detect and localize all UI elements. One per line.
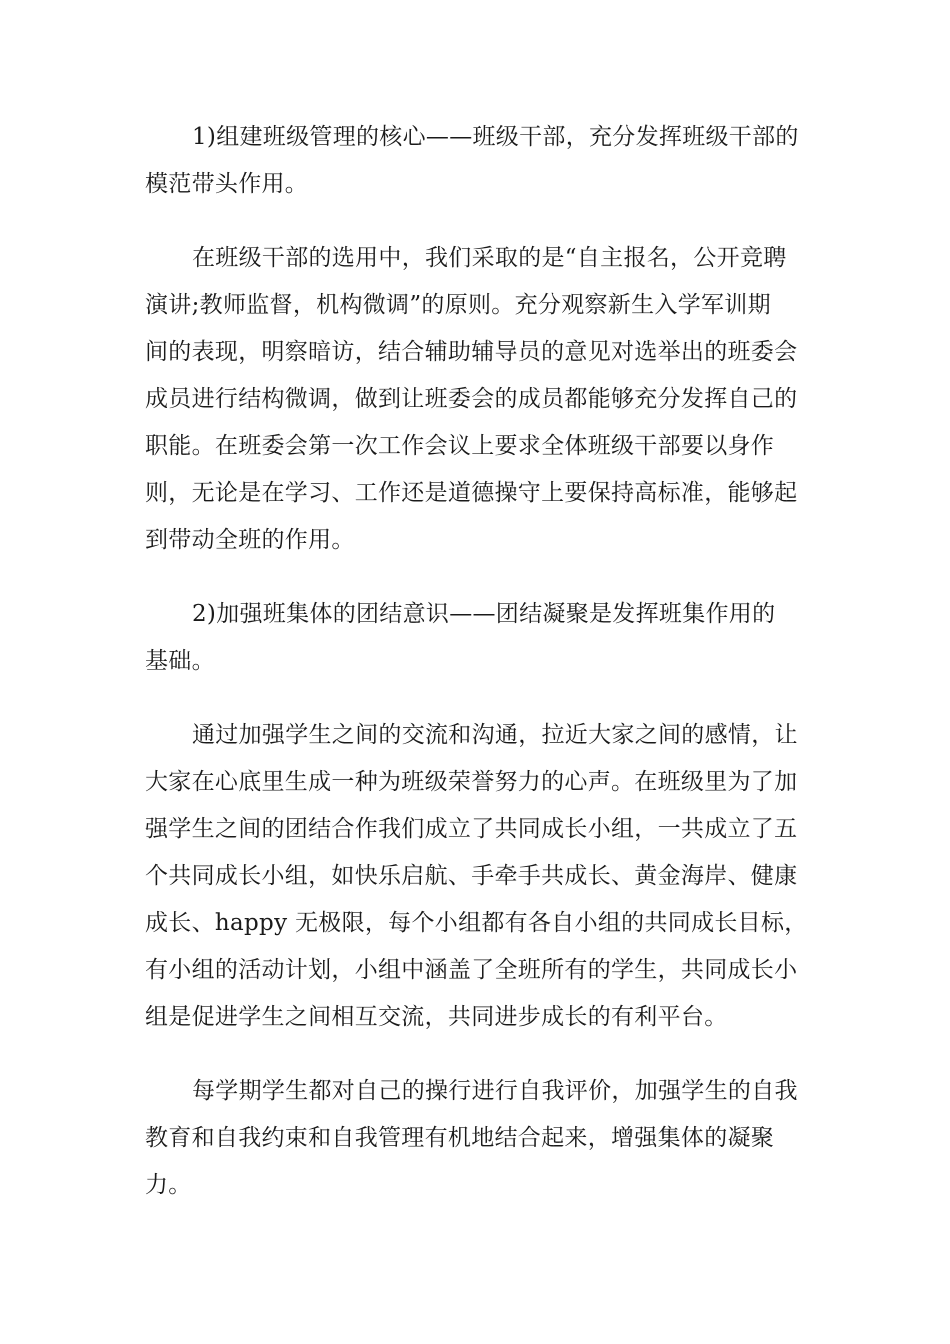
- text-line: 职能。在班委会第一次工作会议上要求全体班级干部要以身作: [145, 433, 775, 459]
- text-line: 演讲;教师监督，机构微调”的原则。充分观察新生入学军训期: [145, 292, 771, 318]
- text-line: 成员进行结构微调，做到让班委会的成员都能够充分发挥自己的: [145, 386, 798, 412]
- text-line: 则，无论是在学习、工作还是道德操守上要保持高标准，能够起: [145, 480, 798, 506]
- text-line: 大家在心底里生成一种为班级荣誉努力的心声。在班级里为了加: [145, 769, 798, 795]
- text-line: 有小组的活动计划，小组中涵盖了全班所有的学生，共同成长小: [145, 957, 798, 983]
- text-line: 2)加强班集体的团结意识——团结凝聚是发挥班集作用的: [192, 601, 776, 627]
- text-line: 个共同成长小组，如快乐启航、手牵手共成长、黄金海岸、健康: [145, 863, 798, 889]
- text-line: 模范带头作用。: [145, 171, 309, 197]
- text-line: 强学生之间的团结合作我们成立了共同成长小组，一共成立了五: [145, 816, 798, 842]
- text-line: 通过加强学生之间的交流和沟通，拉近大家之间的感情，让: [192, 722, 798, 748]
- text-line: 基础。: [145, 648, 215, 674]
- text-line: 在班级干部的选用中，我们采取的是“自主报名，公开竞聘: [192, 245, 787, 271]
- text-line: 到带动全班的作用。: [145, 527, 355, 553]
- text-line: 间的表现，明察暗访，结合辅助辅导员的意见对选举出的班委会: [145, 339, 798, 365]
- paragraph-3: [145, 591, 810, 685]
- paragraph-4: [145, 712, 810, 1041]
- paragraph-2: [145, 235, 810, 564]
- text-line: 组是促进学生之间相互交流，共同进步成长的有利平台。: [145, 1004, 728, 1030]
- paragraph-5: [145, 1068, 810, 1209]
- text-line: 每学期学生都对自己的操行进行自我评价，加强学生的自我: [192, 1078, 798, 1104]
- text-line: 成长、happy 无极限，每个小组都有各自小组的共同成长目标，: [145, 910, 808, 936]
- text-line: 教育和自我约束和自我管理有机地结合起来，增强集体的凝聚: [145, 1125, 775, 1151]
- text-line: 力。: [145, 1172, 192, 1198]
- paragraph-1: [145, 114, 810, 208]
- text-line: 1)组建班级管理的核心——班级干部，充分发挥班级干部的: [192, 124, 799, 150]
- document-body: [145, 114, 810, 1236]
